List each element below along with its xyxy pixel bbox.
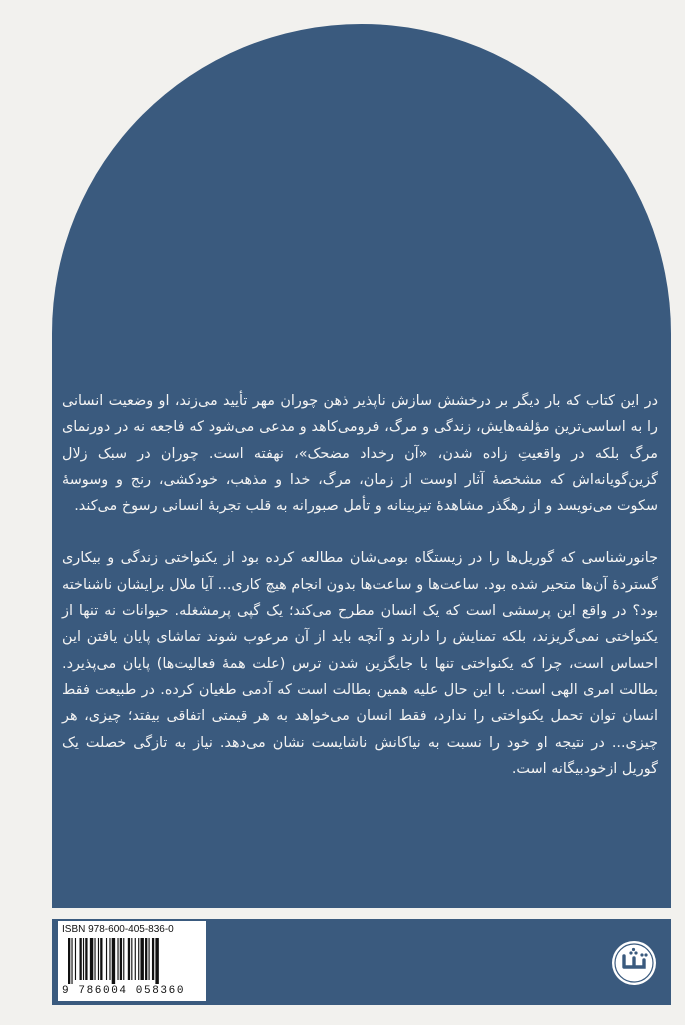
isbn-digits: 9 786004 058360: [62, 985, 186, 997]
blurb-paragraph-1: در این کتاب که بار دیگر بر درخشش سازش ناپذیر ذهن چوران مهر تأیید می‌زند، او وضعیت انسانی را به اساسی‌ترین مؤلفه‌هایش، زندگی و مرگ، فرومی‌کاهد و مدعی می‌شود که فاجعه نه در دورنمای مرگ بلکه در واقعیتِ زاده شدن، «آن رخداد مضحک»، نهفته است. چوران در سبک زلال گزین‌گویانه‌اش که مشخصهٔ آثار اوست از زمان، مرگ، خدا و مذهب، خودکشی، رنج و وسوسهٔ سکوت می‌نویسد و از رهگذر مشاهدهٔ تیزبینانه و تأمل صبورانه به قلب تجربهٔ انسانی رسوخ می‌کند.: [62, 393, 658, 515]
barcode-box: [58, 921, 206, 1001]
barcode-icon: [62, 938, 202, 984]
blurb-paragraph-2: جانورشناسی که گوریل‌ها را در زیستگاه بومی‌شان مطالعه کرده بود از یکنواختی زندگی و بیکاری گستردهٔ آن‌ها متحیر شده بود. ساعت‌ها و ساعت‌ها بدون انجام هیچ کاری... آیا ملال برایشان ناشناخته بود؟ در واقع این پرسشی است که یک انسان مطرح می‌کند؛ یک گپی پرمشغله. حیوانات نه تنها از یکنواختی نمی‌گریزند، بلکه تمنایش را دارند و آنچه باید از آن مرعوب شوند تماشای پایان یافتن این احساس است، چرا که یکنواختی تنها با جایگزین شدن ترس (علت همهٔ فعالیت‌ها) پایان می‌پذیرد. بطالت امری الهی است. با این حال علیه همین بطالت است که آدمی طغیان کرده. در طبیعت فقط انسان توان تحمل یکنواختی را ندارد، فقط انسان می‌خواهد به هر قیمتی اتفاقی بیفتد؛ چیزی، هر چیزی... در نتیجه او خود را نسبت به نیاکانش ناشایست نشان می‌دهد. نیاز به تازگی خصلت یک گوریل ازخودبیگانه است.: [62, 550, 658, 777]
publisher-logo: [612, 941, 656, 985]
publisher-logo-icon: [612, 941, 656, 985]
back-cover-text: [62, 388, 658, 782]
isbn-label: ISBN 978-600-405-836-0: [62, 924, 174, 935]
